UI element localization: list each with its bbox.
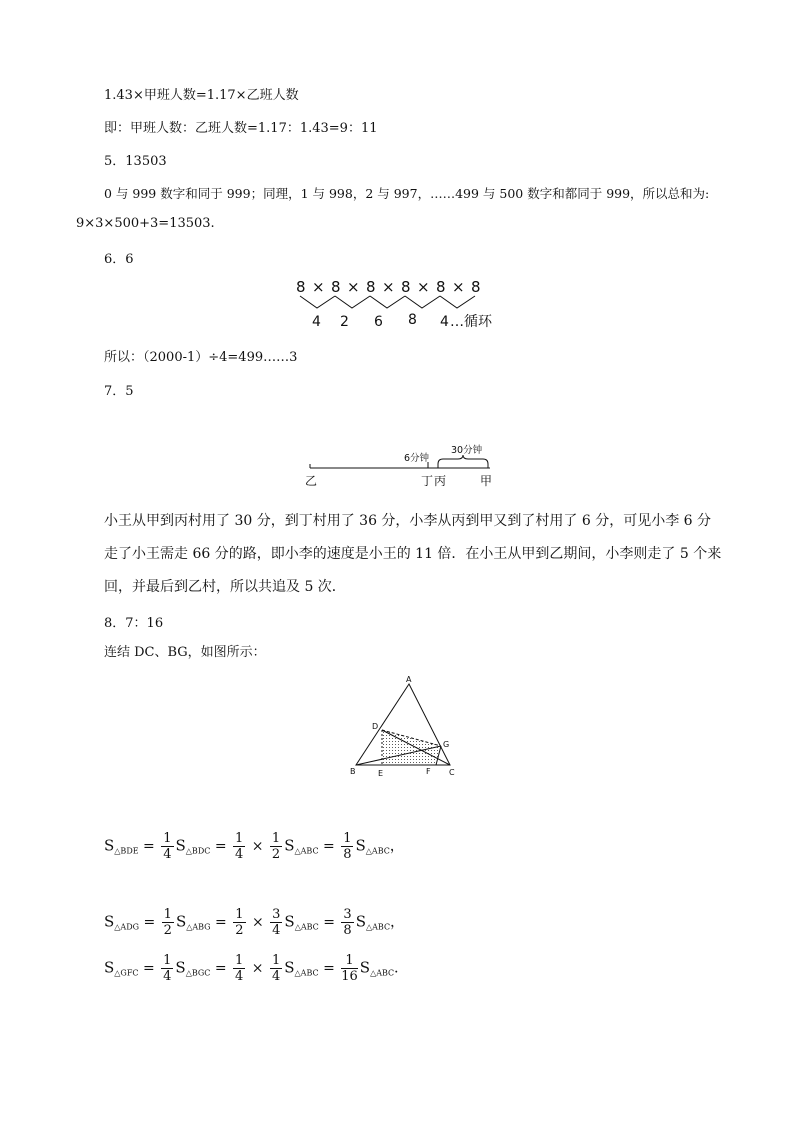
vertex-f: F xyxy=(426,767,431,776)
point-ding: 丁 xyxy=(421,474,434,488)
subscript: △BDE xyxy=(114,846,139,856)
answer-6: 6．6 xyxy=(104,252,134,267)
fraction: $\frac{1}{4}$ xyxy=(271,953,281,984)
formula-1: $S_{\triangle BDE}$ = $\frac{1}{4}$ $S_{\triangle BDC}$ = $\frac{1}{4}$ × $\frac{1}{2}$ $S_{\triangle ABC}$ = $\frac{1}{8}$ $S_{\triangle ABC}$， xyxy=(104,831,404,862)
answer-8: 8．7：16 xyxy=(104,616,164,631)
cycle-bracket xyxy=(405,296,440,308)
triangle-diagram xyxy=(346,674,466,786)
fraction: $\frac{1}{8}$ xyxy=(343,831,352,862)
vertex-d: D xyxy=(372,722,379,731)
formula-2: $S_{\triangle ADG}$ = $\frac{1}{2}$ $S_{\triangle ABG}$ = $\frac{1}{2}$ × $\frac{3}{4}$ $S_{\triangle ABC}$ = $\frac{3}{8}$ $S_{\triangle ABC}$， xyxy=(104,907,405,938)
text-line-5: 9×3×500+3=13503. xyxy=(76,216,215,231)
cycle-bracket xyxy=(335,296,370,308)
point-bing: 丙 xyxy=(434,474,447,488)
cycle-result: 2 xyxy=(340,314,349,330)
fraction: $\frac{1}{2}$ xyxy=(271,831,281,862)
fraction: $\frac{3}{4}$ xyxy=(272,907,281,938)
formula-3: $S_{\triangle GFC}$ = $\frac{1}{4}$ $S_{\triangle BGC}$ = $\frac{1}{4}$ × $\frac{1}{4}$ $S_{\triangle ABC}$ = $\frac{1}{16}$ $S_{\triangle ABC}$． xyxy=(104,953,409,984)
cycle-eight: 8 xyxy=(296,278,306,296)
cycle-times: × xyxy=(452,278,465,296)
answer-5: 5．13503 xyxy=(104,154,167,169)
equals-sign: = xyxy=(143,838,155,855)
vertex-c: C xyxy=(449,768,455,777)
cycle-times: × xyxy=(382,278,395,296)
fraction: $\frac{1}{4}$ xyxy=(163,831,172,862)
area-symbol: S xyxy=(104,836,115,855)
fraction: $\frac{1}{4}$ xyxy=(235,831,244,862)
cycle-bracket xyxy=(300,296,335,308)
road-diagram xyxy=(300,440,500,490)
point-yi: 乙 xyxy=(305,474,318,488)
cycle-result: 6 xyxy=(374,314,383,330)
cycle-diagram xyxy=(290,274,510,334)
cycle-eight: 8 xyxy=(436,278,446,296)
cycle-eight: 8 xyxy=(471,278,481,296)
fraction: $\frac{1}{4}$ xyxy=(235,953,244,984)
cycle-times: × xyxy=(312,278,325,296)
vertex-b: B xyxy=(350,767,356,776)
vertex-a: A xyxy=(406,675,412,684)
brace-30 xyxy=(438,455,488,464)
fraction: $\frac{1}{16}$ xyxy=(341,953,358,984)
cycle-eight: 8 xyxy=(366,278,376,296)
vertex-e: E xyxy=(378,769,384,778)
answer-7: 7．5 xyxy=(104,384,134,399)
label-6-minutes: 6分钟 xyxy=(404,453,430,464)
cycle-result: 4 xyxy=(440,314,449,330)
cycle-eight: 8 xyxy=(331,278,341,296)
cycle-eight: 8 xyxy=(401,278,411,296)
text-line-11: 连结 DC、BG，如图所示： xyxy=(104,645,266,660)
text-line-2: 即：甲班人数：乙班人数=1.17：1.43=9：11 xyxy=(104,121,378,136)
vertex-g: G xyxy=(443,740,450,749)
cycle-times: × xyxy=(347,278,360,296)
text-line-1: 1.43×甲班人数=1.17×乙班人数 xyxy=(104,88,299,103)
cycle-bracket xyxy=(370,296,405,308)
fraction: $\frac{1}{4}$ xyxy=(163,953,172,984)
fraction: $\frac{1}{2}$ xyxy=(163,907,172,938)
cycle-result: 8 xyxy=(408,312,417,328)
point-jia: 甲 xyxy=(480,474,493,488)
cycle-suffix: …循环 xyxy=(450,314,492,330)
cycle-times: × xyxy=(417,278,430,296)
cycle-bracket xyxy=(440,296,475,308)
fraction: $\frac{3}{8}$ xyxy=(343,907,352,938)
text-line-4: 0 与 999 数字和同于 999；同理，1 与 998，2 与 997，……499 与 500 数字和都同于 999，所以总和为: xyxy=(104,186,710,201)
fraction: $\frac{1}{2}$ xyxy=(235,907,244,938)
cycle-result: 4 xyxy=(312,314,321,330)
label-30-minutes: 30分钟 xyxy=(451,445,483,456)
solution-paragraph-7: 小王从甲到丙村用了 30 分，到丁村用了 36 分，小李从丙到甲又到了村用了 6 分，可见小李 6 分走了小王需走 66 分的路，即小李的速度是小王的 11 倍．在小王从甲到乙期间，小李则走了 5 个来回，并最后到乙村，所以共追及 5 次． xyxy=(104,513,722,595)
text-line-7: 所以：（2000-1）÷4=499……3 xyxy=(104,350,298,365)
